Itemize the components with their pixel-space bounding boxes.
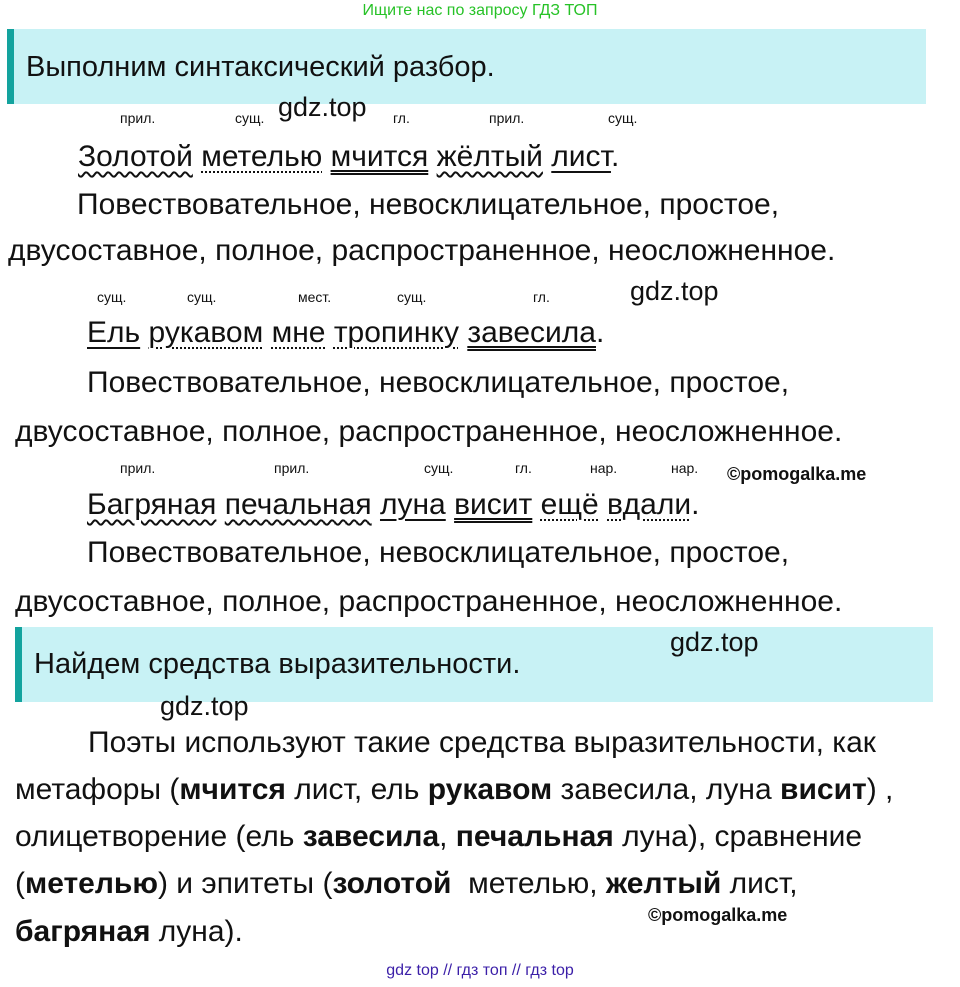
sentence-end: . (595, 316, 605, 349)
sentence-word: рукавом (148, 316, 264, 349)
sentence-word: жёлтый (436, 140, 543, 173)
pos-label: гл. (393, 110, 410, 126)
paragraph-line: багряная луна). (15, 915, 243, 948)
pos-label: сущ. (187, 289, 217, 305)
paragraph-line: (метелью) и эпитеты (золотой метелью, желтый лист, (15, 867, 798, 900)
section-heading-syntax (7, 29, 926, 104)
section-heading-means-text: Найдем средства выразительности. (34, 648, 521, 680)
pos-label: сущ. (235, 110, 265, 126)
pos-label: сущ. (397, 289, 427, 305)
sentence-description-line: двусоставное, полное, распространенное, неосложненное. (15, 585, 843, 618)
sentence-3 (87, 488, 699, 522)
pos-label: нар. (590, 460, 618, 476)
sentence-description-line: Повествовательное, невосклицательное, простое, (87, 536, 790, 569)
pos-label: нар. (671, 460, 699, 476)
sentence-description-line: двусоставное, полное, распространенное, неосложненное. (15, 415, 843, 448)
paragraph-line: Поэты используют такие средства выразительности, как (88, 726, 876, 759)
sentence-word: вдали (607, 488, 692, 521)
sentence-word: Ель (87, 316, 141, 349)
sentence-word: тропинку (333, 316, 459, 349)
pos-label: гл. (515, 460, 532, 476)
copyright-mark: ©pomogalka.me (727, 464, 867, 484)
sentence-description-line: Повествовательное, невосклицательное, простое, (87, 366, 790, 399)
watermark: gdz.top (278, 92, 367, 122)
paragraph-line: олицетворение (ель завесила, печальная луна), сравнение (15, 820, 863, 853)
pos-label: гл. (533, 289, 550, 305)
sentence-2 (87, 316, 604, 350)
sentence-description-line: Повествовательное, невосклицательное, простое, (77, 188, 780, 221)
pos-label: прил. (120, 460, 156, 476)
copyright-mark: ©pomogalka.me (648, 905, 788, 925)
sentence-word: луна (379, 488, 446, 521)
watermark: gdz.top (630, 276, 719, 306)
sentence-1 (78, 140, 619, 174)
watermark: gdz.top (160, 691, 249, 721)
pos-label: прил. (274, 460, 310, 476)
paragraph-line: метафоры (мчится лист, ель рукавом завесила, луна висит) , (15, 773, 894, 806)
footer-links[interactable]: gdz top // гдз топ // гдз top (386, 962, 574, 979)
sentence-word: Багряная (87, 488, 217, 521)
sentence-end: . (691, 488, 700, 521)
pos-label: прил. (120, 110, 156, 126)
top-banner-link[interactable]: Ищите нас по запросу ГДЗ ТОП (362, 2, 598, 19)
sentence-word: завесила (467, 316, 596, 349)
sentence-word: мне (271, 316, 326, 349)
sentence-word: печальная (224, 488, 372, 521)
pos-label: прил. (489, 110, 525, 126)
pos-label: сущ. (97, 289, 127, 305)
sentence-description-line: двусоставное, полное, распространенное, неосложненное. (8, 234, 836, 267)
watermark: gdz.top (670, 627, 759, 657)
sentence-word: висит (454, 488, 533, 521)
sentence-word: Золотой (78, 140, 193, 173)
sentence-word: ещё (540, 488, 599, 521)
pos-label: сущ. (608, 110, 638, 126)
section-heading-means (15, 627, 933, 702)
sentence-word: лист (551, 140, 611, 173)
pos-label: мест. (298, 289, 332, 305)
sentence-word: метелью (201, 140, 323, 173)
sentence-word: мчится (330, 140, 429, 173)
pos-label: сущ. (424, 460, 454, 476)
section-heading-syntax-text: Выполним синтаксический разбор. (26, 51, 495, 83)
sentence-end: . (610, 140, 620, 173)
